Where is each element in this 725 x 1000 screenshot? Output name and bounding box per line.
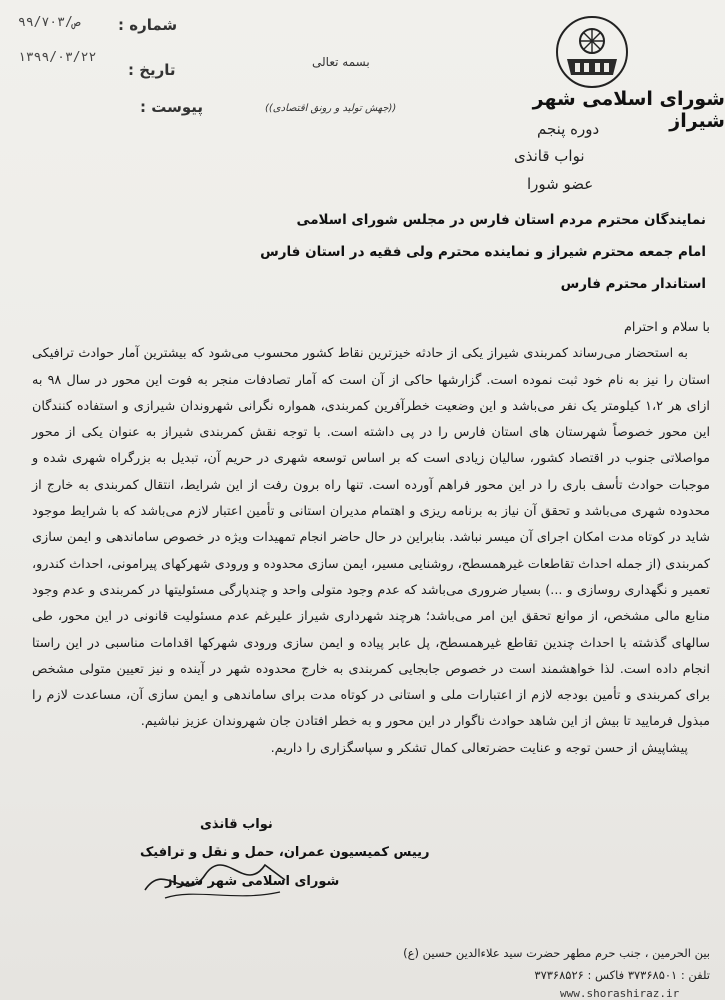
greeting: با سلام و احترام (624, 320, 710, 335)
footer-address: بین الحرمین ، جنب حرم مطهر حضرت سید علاءالدین حسین (ع) (403, 946, 710, 960)
member-role: عضو شورا (527, 175, 594, 193)
date-value: ۱۳۹۹/۰۳/۲۲ (18, 50, 97, 65)
addressee-line: نمایندگان محترم مردم استان فارس در مجلس شورای اسلامی (296, 212, 706, 228)
footer-phone: تلفن : ۳۷۳۶۸۵۰۱ فاکس : ۳۷۳۶۸۵۲۶ (534, 968, 710, 982)
council-logo-icon (555, 15, 629, 89)
addressee-line: استاندار محترم فارس (560, 276, 706, 292)
org-title: شورای اسلامی شهر شیراز (532, 88, 725, 132)
basmala: بسمه تعالی (312, 55, 370, 69)
member-name: نواب قانذی (514, 147, 585, 165)
motto: ((جهش تولید و رونق اقتصادی)) (265, 103, 397, 114)
council-period: دوره پنجم (537, 120, 600, 138)
handwritten-signature (135, 850, 295, 910)
signatory-org: شورای اسلامی شهر شیراز (165, 874, 340, 889)
number-label: شماره : (118, 16, 178, 34)
signatory-title: رییس کمیسیون عمران، حمل و نقل و ترافیک (140, 845, 430, 860)
letter-body (32, 315, 710, 762)
attachment-label: پیوست : (140, 98, 204, 116)
number-value: ۹۹/۷۰۳/ص (18, 15, 81, 30)
signatory-name: نواب قانذی (200, 817, 273, 832)
footer-website: www.shorashiraz.ir (560, 987, 680, 1000)
body-paragraph: پیشاپیش از حسن توجه و عنایت حضرتعالی کمال تشکر و سپاسگزاری را داریم. (270, 740, 688, 756)
addressee-line: امام جمعه محترم شیراز و نماینده محترم ولی فقیه در استان فارس (260, 244, 706, 260)
body-paragraph: به استحضار می‌رساند کمربندی شیراز یکی از حادثه خیزترین نقاط کشور محسوب می‌شود که بیشترین آمار حوادث ترافیکی استان را نیز به نام خود ثبت نموده است. گزارشها حاکی از آن است که آمار تصادفات منجر به فوت این محور در سال ۹۸ به ازای هر ۱،۲ کیلومتر یک نفر می‌باشد و این وضعیت خطرآفرین کمربندی، همواره نگرانی شهروندان شیرازی و استفاده کنندگان این محور خصوصاً شهرستان های استان فارس را در پی داشته است. با توجه نقش کمربندی شیراز به عنوان یکی از محور مواصلاتی جنوب در اقتصاد کشور، سالیان زیادی است که بر اساس توسعه شهری در حریم آن، تبدیل به بزرگراه شهری شده و موجبات حوادث تأسف باری را در این محور فراهم آورده است. تنها راه برون رفت از این شرایط، انتقال کمربندی به خارج از محدوده شهری می‌باشد و تحقق آن نیاز به برنامه ریزی و اهتمام مدیران استانی و تأمین اعتبار لازم می‌باشد که با شرایط موجود شاید در کوتاه مدت امکان اجرای آن میسر نباشد. بنابراین در حال حاضر انجام تمهیدات ویژه در خصوص ساماندهی و ایمن سازی کمربندی (از جمله احداث تقاطعات غیرهمسطح، روشنایی مسیر، ایمن سازی محدوده و ورودی شهرکهای پیرامونی، احداث کندرو، تعمیر و نگهداری روسازی و ...) بسیار ضروری می‌باشد که عدم وجود متولی واحد و چندپارگی مسئولیتها در کمربندی و عدم وجود منابع مالی مشخص، از موانع تحقق این امر می‌باشد؛ هرچند شهرداری شیراز علیرغم عدم مسئولیت قانونی در این محور، طی سالهای گذشته با احداث چندین تقاطع غیرهمسطح، پل عابر پیاده و ایمن سازی ورودی شهرکها اقدامات مناسبی در این راستا انجام داده است. لذا خواهشمند است در خصوص جابجایی کمربندی به خارج محدوده شهر در آینده و نیز تعیین متولی مشخص برای کمربندی و تأمین بودجه لازم از اعتبارات ملی و استانی در کوتاه مدت برای ساماندهی و ایمن سازی آن، مساعدت لازم را مبذول فرمایید تا بیش از این شاهد حوادث ناگوار در این محور و به خطر افتادن جان شهروندان عزیز نباشیم. (32, 346, 711, 730)
date-label: تاریخ : (128, 61, 176, 79)
